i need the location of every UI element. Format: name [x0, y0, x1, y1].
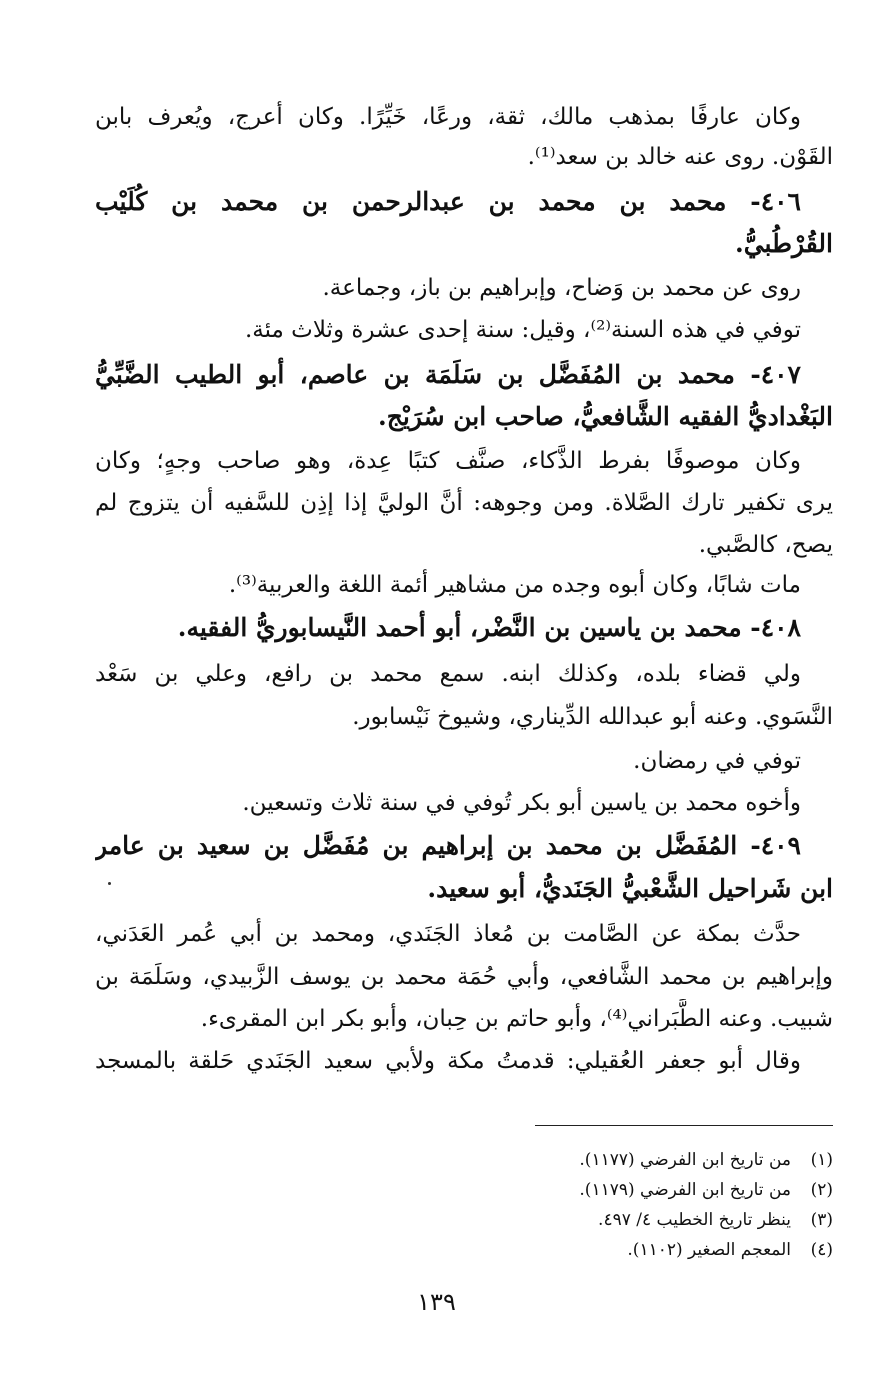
text-line-15: النَّسَوي. وعنه أبو عبدالله الدِّيناري، وشيوخ نَيْسابور. [352, 704, 833, 730]
entry-heading-409-cont: ابن شَراحيل الشَّعْبيُّ الجَنَديُّ، أبو سعيد. [427, 874, 833, 903]
text-line-23: وقال أبو جعفر العُقيلي: قدمتُ مكة ولأبي سعيد الجَنَدي حَلقة بالمسجد [95, 1048, 801, 1074]
text-line-21: وإبراهيم بن محمد الشَّافعي، وأبي حُمَة محمد بن يوسف الزَّبيدي، وسَلَمَة بن [95, 964, 833, 990]
page-number: ١٣٩ [417, 1288, 456, 1316]
footnote-separator [535, 1125, 833, 1126]
text-line-5: روى عن محمد بن وَضاح، وإبراهيم بن باز، وجماعة. [322, 275, 801, 301]
entry-heading-406-cont: القُرْطُبيُّ. [735, 229, 833, 258]
text-line-9: وكان موصوفًا بفرط الذَّكاء، صنَّف كتبًا عِدة، وهو صاحب وجهٍ؛ وكان [95, 448, 801, 474]
footnote-text: من تاريخ ابن الفرضي (١١٧٩). [579, 1180, 791, 1200]
footnote-1 [453, 1145, 833, 1175]
entry-heading-407-cont: البَغْداديُّ الفقيه الشَّافعيُّ، صاحب ابن سُرَيْج. [378, 402, 833, 431]
footnote-number: (١) [810, 1150, 833, 1170]
text-line-12: مات شابًا، وكان أبوه وجده من مشاهير أئمة اللغة والعربية⁽³⁾. [228, 572, 801, 598]
text-line-10: يرى تكفير تارك الصَّلاة. ومن وجوهه: أنَّ الوليَّ إذا إذِن للسَّفيه أن يتزوج لم [95, 490, 833, 516]
text-line-14: ولي قضاء بلده، وكذلك ابنه. سمع محمد بن رافع، وعلي بن سَعْد [95, 661, 801, 687]
ink-speck [108, 882, 111, 885]
entry-heading-407: ٤٠٧- محمد بن المُفَضَّل بن سَلَمَة بن عاصم، أبو الطيب الضَّبِّيُّ [95, 360, 801, 389]
text-line-1: وكان عارفًا بمذهب مالك، ثقة، ورعًا، خَيِّرًا. وكان أعرج، ويُعرف بابن [95, 104, 801, 130]
footnote-4 [453, 1235, 833, 1265]
footnote-number: (٣) [810, 1210, 833, 1230]
text-line-11: يصح، كالصَّبي. [698, 532, 833, 558]
footnote-number: (٢) [810, 1180, 833, 1200]
entry-heading-409: ٤٠٩- المُفَضَّل بن محمد بن إبراهيم بن مُفَضَّل بن سعيد بن عامر [95, 831, 801, 860]
footnote-text: المعجم الصغير (١١٠٢). [627, 1240, 791, 1260]
text-line-6: توفي في هذه السنة⁽²⁾، وقيل: سنة إحدى عشرة وثلاث مئة. [244, 317, 801, 343]
text-line-20: حدَّث بمكة عن الصَّامت بن مُعاذ الجَنَدي، ومحمد بن أبي عُمر العَدَني، [95, 921, 801, 947]
entry-heading-408: ٤٠٨- محمد بن ياسين بن النَّضْر، أبو أحمد النَّيسابوريُّ الفقيه. [177, 613, 801, 642]
footnote-text: من تاريخ ابن الفرضي (١١٧٧). [579, 1150, 791, 1170]
text-line-17: وأخوه محمد بن ياسين أبو بكر تُوفي في سنة ثلاث وتسعين. [242, 790, 801, 816]
footnote-text: ينظر تاريخ الخطيب ٤/ ٤٩٧. [598, 1210, 791, 1230]
text-line-2: القَوْن. روى عنه خالد بن سعد⁽¹⁾. [527, 144, 833, 170]
text-line-16: توفي في رمضان. [633, 748, 801, 774]
footnote-2 [453, 1175, 833, 1205]
footnote-3 [453, 1205, 833, 1235]
entry-heading-406: ٤٠٦- محمد بن محمد بن عبدالرحمن بن محمد بن كُلَيْب [95, 187, 801, 216]
text-line-22: شبيب. وعنه الطَّبَراني⁽⁴⁾، وأبو حاتم بن حِبان، وأبو بكر ابن المقرىء. [200, 1006, 833, 1032]
footnote-number: (٤) [810, 1240, 833, 1260]
